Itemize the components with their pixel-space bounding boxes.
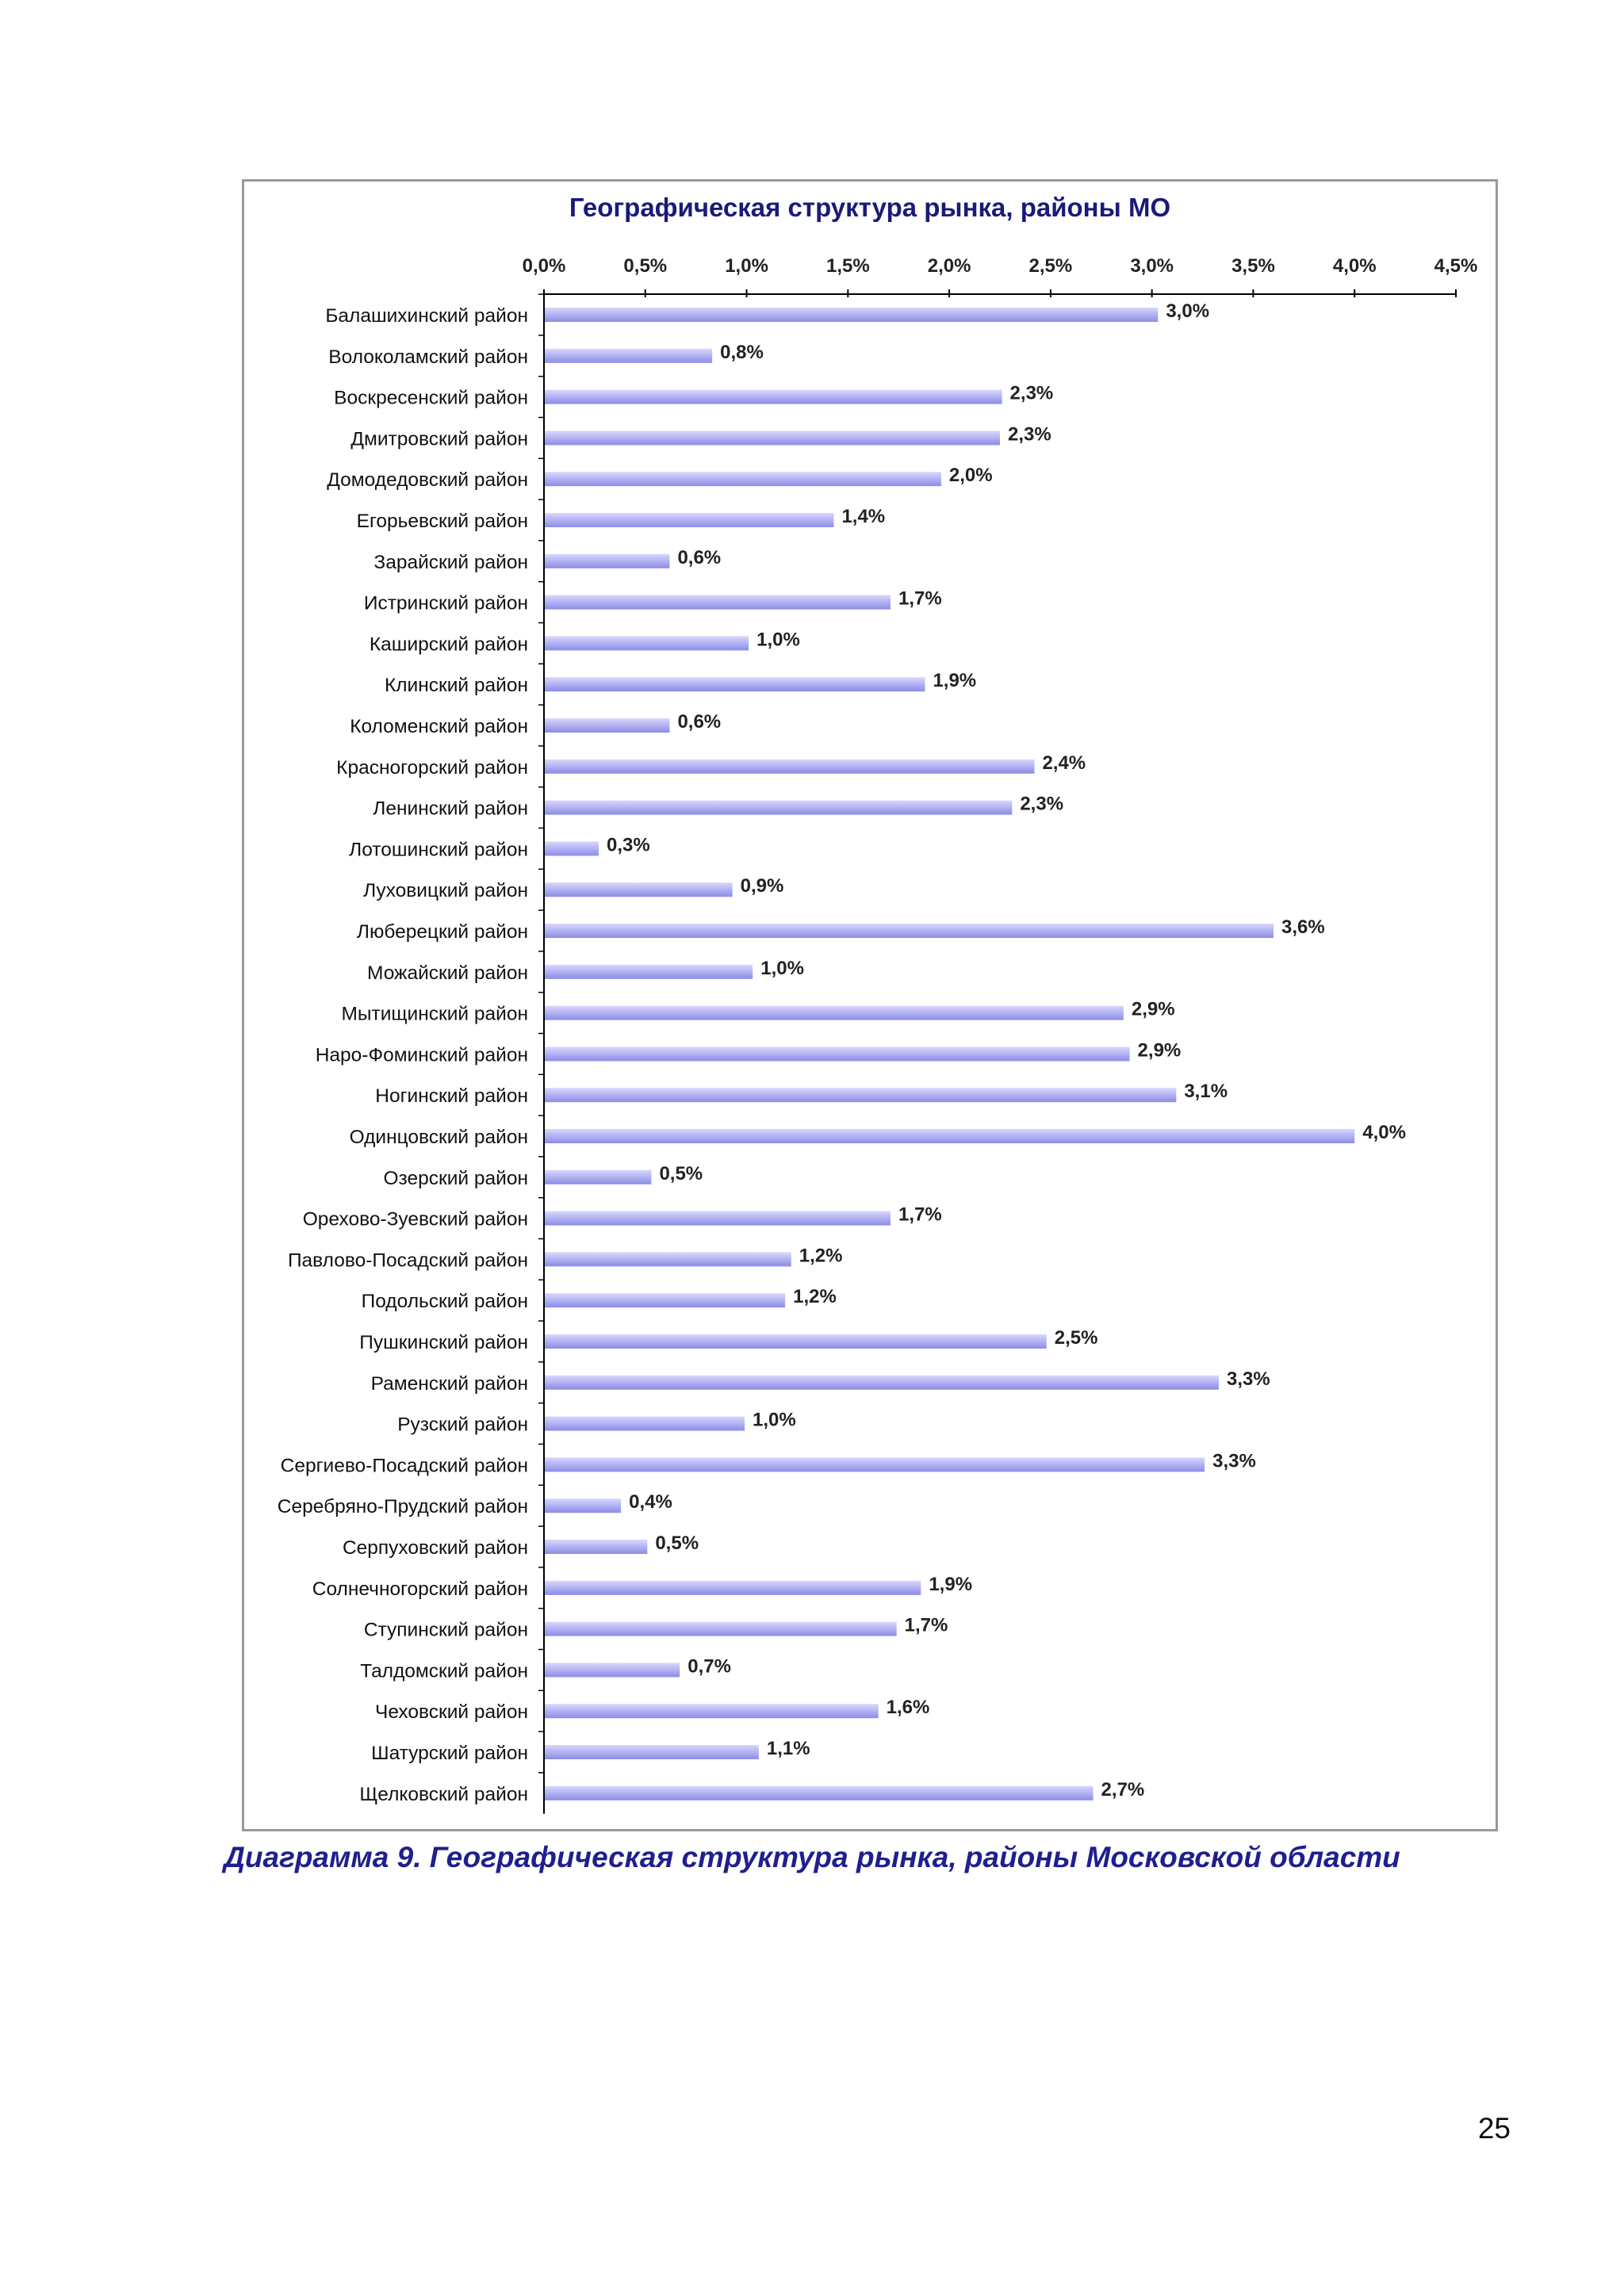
category-label: Истринский район: [363, 592, 528, 614]
value-label: 2,7%: [1101, 1778, 1145, 1800]
category-label: Зарайский район: [373, 551, 528, 573]
category-label: Домодедовский район: [327, 469, 528, 492]
bar: [545, 554, 669, 568]
value-label: 1,7%: [898, 587, 942, 610]
category-label: Луховицкий район: [363, 880, 528, 902]
bar: [545, 1088, 1176, 1102]
value-label: 2,0%: [948, 465, 993, 487]
bar: [545, 1745, 759, 1759]
value-label: 0,7%: [688, 1655, 731, 1678]
bar: [545, 1170, 651, 1184]
value-label: 1,0%: [753, 1409, 796, 1431]
x-tick-label: 2,5%: [1028, 255, 1073, 277]
bar: [545, 1129, 1354, 1143]
x-tick-label: 4,0%: [1332, 255, 1377, 277]
category-label: Наро-Фоминский район: [315, 1044, 528, 1066]
x-tick-label: 0,5%: [623, 255, 668, 277]
category-label: Красногорский район: [336, 756, 528, 779]
bar: [545, 1211, 891, 1226]
value-label: 0,6%: [677, 711, 722, 733]
value-label: 2,3%: [1008, 423, 1051, 446]
value-label: 3,3%: [1227, 1368, 1270, 1390]
value-label: 2,5%: [1054, 1327, 1098, 1349]
value-label: 1,4%: [841, 506, 886, 527]
x-axis: [523, 255, 1478, 1814]
category-label: Щелковский район: [359, 1783, 528, 1805]
bar: [545, 1663, 680, 1677]
value-label: 1,7%: [898, 1203, 942, 1226]
bar: [545, 1704, 879, 1718]
bar: [545, 801, 1012, 815]
bar: [545, 1786, 1094, 1800]
bar: [545, 390, 1002, 404]
value-label: 2,9%: [1131, 998, 1175, 1020]
bar: [545, 718, 669, 733]
bar: [545, 349, 712, 363]
value-label: 1,1%: [766, 1738, 810, 1759]
category-label: Каширский район: [369, 633, 528, 656]
category-label: Серпуховский район: [342, 1537, 528, 1559]
bar: [545, 1376, 1219, 1390]
category-label: Можайский район: [367, 962, 528, 984]
category-label: Балашихинский район: [325, 305, 528, 327]
value-label: 3,6%: [1281, 916, 1325, 938]
value-label: 2,4%: [1042, 752, 1086, 774]
category-label: Сергиево-Посадский район: [280, 1455, 528, 1477]
bar: [545, 1540, 647, 1554]
x-tick-label: 4,5%: [1434, 255, 1478, 277]
category-label: Рузский район: [397, 1414, 528, 1436]
value-label: 0,5%: [655, 1533, 699, 1554]
value-label: 1,2%: [799, 1245, 843, 1267]
bar: [545, 924, 1274, 938]
bar: [545, 1252, 791, 1266]
x-tick-label: 2,0%: [927, 255, 971, 277]
bars: [278, 294, 1406, 1805]
value-label: 1,7%: [904, 1614, 948, 1636]
value-label: 0,3%: [607, 834, 650, 856]
bar: [545, 1417, 745, 1431]
bar: [545, 308, 1158, 322]
value-label: 3,3%: [1212, 1450, 1256, 1472]
category-label: Лотошинский район: [349, 839, 528, 861]
x-tick-label: 1,5%: [825, 255, 870, 277]
bar: [545, 636, 749, 650]
category-label: Коломенский район: [350, 716, 528, 737]
bar: [545, 1622, 897, 1636]
chart-title: Географическая структура рынка, районы МО: [569, 193, 1171, 222]
x-tick-label: 3,5%: [1231, 255, 1275, 277]
bar: [545, 1457, 1205, 1471]
category-label: Одинцовский район: [349, 1127, 528, 1148]
value-label: 4,0%: [1362, 1122, 1406, 1143]
bar: [545, 430, 1000, 445]
category-label: Клинский район: [384, 675, 528, 697]
category-label: Шатурский район: [371, 1743, 528, 1764]
bar: [545, 1006, 1124, 1020]
chart-frame: [242, 179, 1498, 1831]
bar: [545, 965, 753, 979]
category-label: Озерский район: [383, 1167, 528, 1189]
figure-caption: Диаграмма 9. Географическая структура рынка, районы Московской области: [224, 1841, 1400, 1873]
value-label: 3,1%: [1184, 1081, 1228, 1103]
bar: [545, 1498, 621, 1513]
category-label: Ступинский район: [363, 1619, 528, 1641]
value-label: 0,6%: [677, 546, 722, 568]
category-label: Талдомский район: [360, 1660, 528, 1682]
category-label: Орехово-Зуевский район: [302, 1208, 528, 1230]
category-label: Дмитровский район: [350, 428, 528, 450]
value-label: 1,2%: [793, 1286, 837, 1308]
value-label: 1,6%: [886, 1697, 930, 1719]
x-tick-label: 0,0%: [522, 255, 566, 277]
bar: [545, 513, 833, 527]
bar: [545, 472, 941, 486]
value-label: 1,0%: [760, 957, 804, 979]
bar: [545, 841, 599, 855]
category-label: Подольский район: [361, 1291, 528, 1313]
category-label: Мытищинский район: [341, 1003, 528, 1025]
value-label: 3,0%: [1166, 300, 1210, 322]
value-label: 0,5%: [659, 1162, 703, 1184]
category-label: Егорьевский район: [356, 511, 528, 532]
category-label: Люберецкий район: [356, 921, 528, 943]
value-label: 0,8%: [720, 341, 764, 363]
bar: [545, 1293, 785, 1307]
value-label: 0,4%: [629, 1491, 672, 1513]
bar: [545, 677, 925, 691]
value-label: 2,3%: [1009, 382, 1054, 404]
category-label: Солнечногорский район: [312, 1578, 528, 1600]
category-label: Волоколамский район: [328, 346, 528, 368]
bar: [545, 1334, 1047, 1349]
category-label: Серебряно-Прудский район: [277, 1496, 528, 1518]
category-label: Чеховский район: [375, 1701, 528, 1724]
category-label: Ленинский район: [373, 798, 528, 820]
bar: [545, 882, 733, 897]
value-label: 0,9%: [740, 875, 784, 897]
value-label: 2,9%: [1137, 1039, 1182, 1062]
value-label: 1,9%: [929, 1573, 973, 1595]
value-label: 2,3%: [1020, 793, 1064, 815]
bar: [545, 1581, 921, 1595]
x-tick-label: 1,0%: [725, 255, 768, 277]
value-label: 1,9%: [933, 670, 977, 692]
page-number: 25: [1477, 2112, 1511, 2145]
bar: [545, 595, 891, 610]
value-label: 1,0%: [756, 629, 800, 651]
category-label: Воскресенский район: [334, 387, 528, 409]
category-label: Ногинский район: [375, 1085, 528, 1108]
category-label: Раменский район: [370, 1372, 528, 1395]
category-label: Пушкинский район: [359, 1332, 528, 1353]
bar: [545, 1047, 1130, 1061]
bar-chart: [244, 182, 1496, 1829]
category-label: Павлово-Посадский район: [287, 1249, 528, 1272]
x-tick-label: 3,0%: [1130, 255, 1174, 277]
bar: [545, 760, 1034, 774]
